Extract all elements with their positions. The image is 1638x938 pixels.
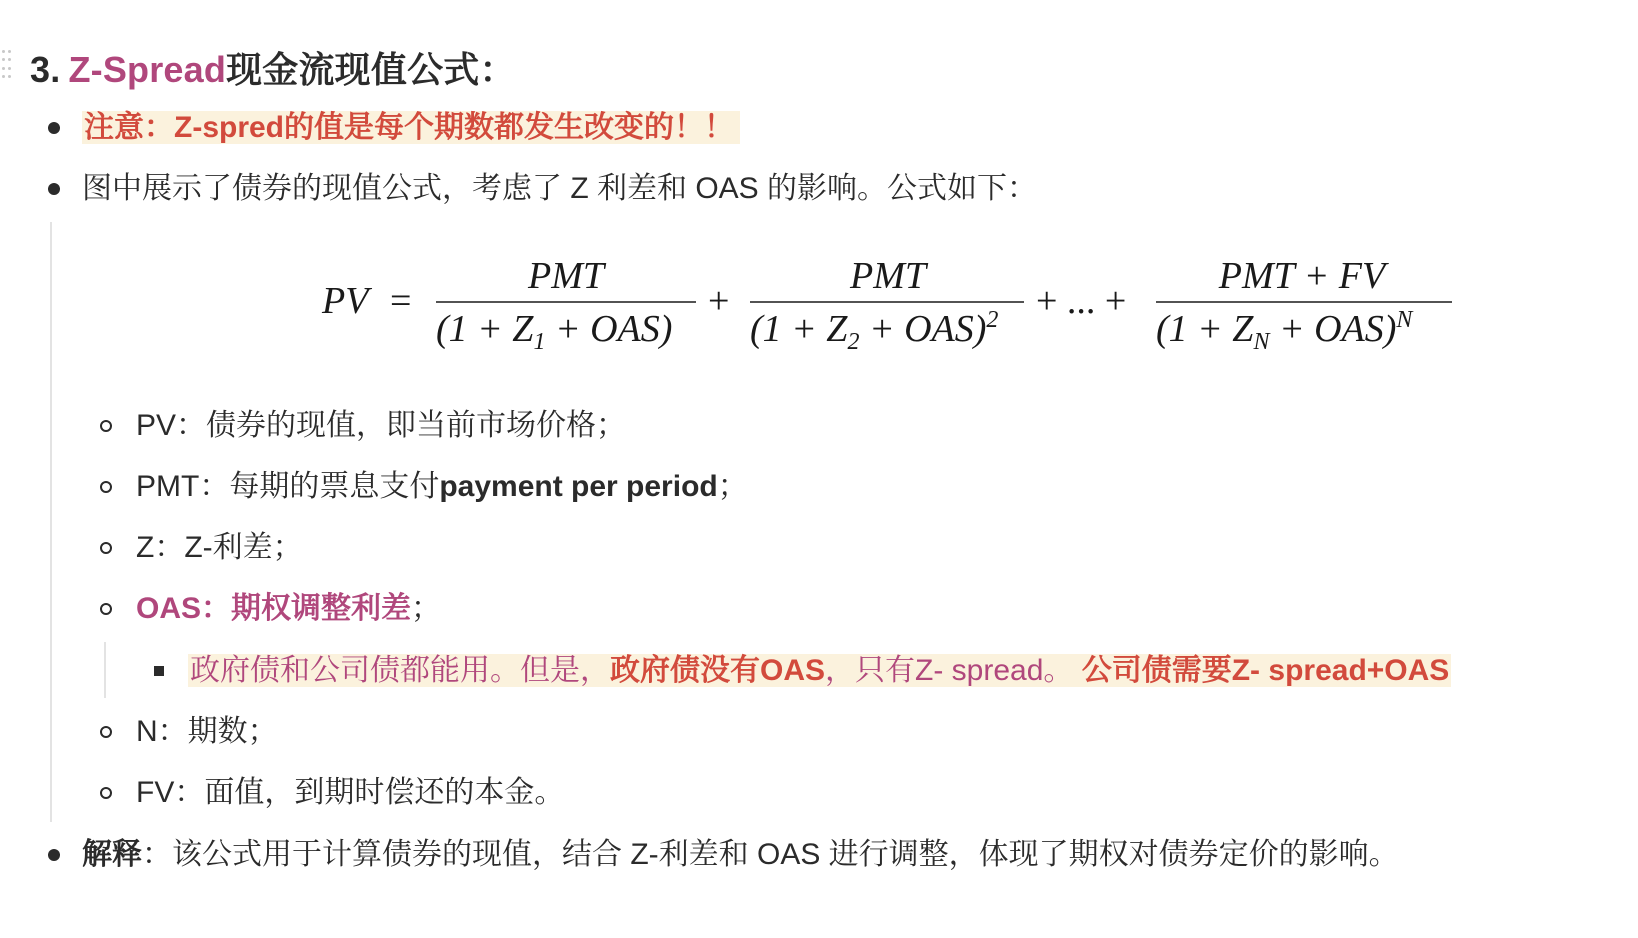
formula-den-1-sub: 1	[533, 329, 546, 355]
note-text: 注意：Z-spred的值是每个期数都发生改变的！！	[82, 111, 740, 144]
definition-fv: FV：面值，到期时偿还的本金。	[136, 776, 565, 809]
oas-note-a: 政府债和公司债都能用。但是，	[190, 654, 610, 687]
formula-den-2-sub: 2	[847, 329, 860, 355]
heading-number: 3.	[30, 49, 61, 90]
definition-oas	[136, 589, 441, 629]
definition-pv: PV：债券的现值，即当前市场价格；	[136, 409, 627, 442]
formula-den-1b: + OAS)	[545, 308, 673, 350]
definition-n: N：期数；	[136, 715, 278, 748]
circle-bullet-icon	[100, 726, 112, 738]
formula-den-3a: (1 + Z	[1156, 308, 1254, 350]
definition-z: Z：Z-利差；	[136, 531, 303, 564]
circle-bullet-icon	[100, 420, 112, 432]
formula-den-3-sup: N	[1396, 307, 1413, 333]
formula-dots: + ... +	[1036, 280, 1127, 322]
bullet-icon	[48, 183, 60, 195]
oas-note-d: 公司债需要Z- spread+OAS	[1081, 654, 1450, 687]
quote-bar	[50, 222, 52, 822]
formula-den-1a: (1 + Z	[436, 308, 534, 350]
definition-pmt-end: ；	[717, 470, 748, 503]
svg-text:(1 + Z1 + OAS)	[436, 308, 672, 355]
definition-pmt-text: PMT：每期的票息支付	[136, 470, 440, 503]
section-heading	[30, 42, 516, 93]
oas-note-b: 政府债没有OAS	[610, 654, 826, 687]
formula-den-2b: + OAS)	[859, 308, 987, 350]
intro-item: 图中展示了债券的现值公式，考虑了 Z 利差和 OAS 的影响。公式如下：	[82, 172, 1038, 205]
svg-text:(1 + ZN + OAS)N	[1156, 307, 1414, 355]
formula-den-3-sub: N	[1253, 329, 1270, 355]
formula-plus: +	[708, 280, 730, 322]
formula-eq: =	[390, 280, 412, 322]
explanation-item	[82, 835, 1399, 875]
circle-bullet-icon	[100, 787, 112, 799]
heading-accent: Z-Spread	[68, 49, 227, 90]
svg-text:(1 + Z2 + OAS)2	[750, 307, 998, 355]
bullet-icon	[48, 849, 60, 861]
formula-lhs: PV	[322, 280, 369, 322]
explanation-text: ：该公式用于计算债券的现值，结合 Z-利差和 OAS 进行调整，体现了期权对债券定价的影响。	[142, 838, 1399, 871]
formula-num-2: PMT	[850, 255, 926, 297]
formula-den-3b: + OAS)	[1269, 308, 1397, 350]
nested-quote-bar	[104, 642, 106, 698]
formula-num-3: PMT + FV	[1218, 255, 1386, 297]
oas-note	[188, 651, 1451, 691]
definition-oas-end: ；	[411, 592, 442, 625]
definition-pmt-bold: payment per period	[439, 470, 718, 503]
formula-num-1: PMT	[528, 255, 604, 297]
oas-note-c: ，只有Z- spread。	[825, 654, 1082, 687]
drag-handle-icon[interactable]	[2, 50, 12, 80]
note-item	[82, 108, 740, 148]
square-bullet-icon	[154, 666, 164, 676]
circle-bullet-icon	[100, 481, 112, 493]
heading-text: 现金流现值公式：	[226, 49, 516, 90]
bullet-icon	[48, 122, 60, 134]
formula-den-2a: (1 + Z	[750, 308, 848, 350]
formula-den-2-sup: 2	[986, 307, 999, 333]
definition-oas-bold: OAS：期权调整利差	[136, 592, 412, 625]
explanation-label: 解释	[82, 838, 142, 871]
circle-bullet-icon	[100, 603, 112, 615]
pv-formula	[320, 248, 1460, 358]
definition-pmt	[136, 467, 748, 507]
circle-bullet-icon	[100, 542, 112, 554]
